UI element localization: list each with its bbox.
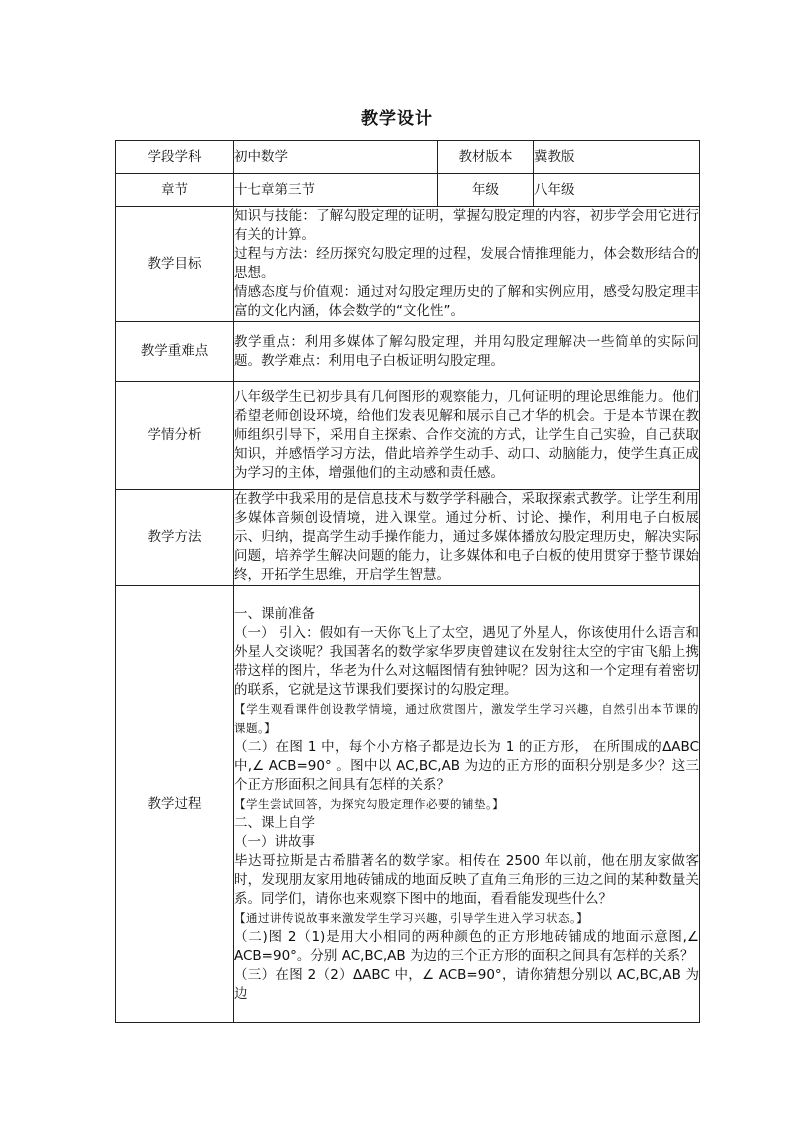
process-figure-2-1: （二)图 2（1)是用大小相同的两种颜色的正方形地砖铺成的地面示意图,∠ ACB=90°。分别 AC,BC,AB 为边的三个正方形的面积之间具有怎样的关系？ (234, 928, 699, 964)
row-method (116, 490, 700, 586)
document-title: 教学设计 (361, 109, 433, 129)
subject-label: 学段学科 (116, 141, 234, 174)
analysis-content: 八年级学生已初步具有几何图形的观察能力，几何证明的理论思维能力。他们希望老师创设环境，给他们发表见解和展示自己才华的机会。于是本节课在教师组织引导下，采用自主探索、合作交流的方式，让学生自己实验，自己获取知识，并感悟学习方法，借此培养学生动手、动口、动脑能力，使学生真正成为学习的主体，增强他们的主动感和责任感。 (234, 382, 700, 490)
subject-value: 初中数学 (234, 141, 438, 174)
process-note-3: 【通过讲传说故事来激发学生学习兴趣，引导学生进入学习状态。】 (234, 910, 589, 925)
row-subject (116, 141, 700, 174)
method-content: 在教学中我采用的是信息技术与数学学科融合，采取探索式教学。让学生利用多媒体音频创设情境，进入课堂。通过分析、讨论、操作，利用电子白板展示、归纳，提高学生动手操作能力，通过多媒体播放勾股定理历史，解决实际问题，培养学生解决问题的能力，让多媒体和电子白板的使用贯穿于整节课始终，开拓学生思维，开启学生智慧。 (234, 490, 700, 586)
process-figure-2-2: （三）在图 2（2）ΔABC 中，∠ ACB=90°，请你猜想分别以 AC,BC,AB 为边 (234, 966, 699, 1002)
edition-value: 冀教版 (534, 141, 700, 174)
process-figure-1: （二）在图 1 中，每个小方格子都是边长为 1 的正方形， 在所围成的ΔABC 中,∠ ACB=90° 。图中以 AC,BC,AB 为边的正方形的面积分别是多少？这三个正方形面积之间具有怎样的关系？ (234, 738, 699, 793)
process-note-2: 【学生尝试回答，为探究勾股定理作必要的铺垫。】 (234, 796, 505, 811)
lesson-design-table (115, 140, 700, 1023)
row-analysis (116, 382, 700, 490)
grade-label: 年级 (438, 174, 534, 207)
row-key-points (116, 322, 700, 382)
process-story: 毕达哥拉斯是古希腊著名的数学家。相传在 2500 年以前，他在朋友家做客时，发现朋友家用地砖铺成的地面反映了直角三角形的三边之间的某种数量关系。同学们，请你也来观察下图中的地面，看看能发现些什么？ (234, 852, 699, 907)
analysis-label: 学情分析 (116, 382, 234, 490)
process-intro: （一） 引入：假如有一天你飞上了太空，遇见了外星人，你该使用什么语言和外星人交谈呢？我国著名的数学家华罗庚曾建议在发射往太空的宇宙飞船上携带这样的图片，华老为什么对这幅图情有独钟呢？因为这和一个定理有着密切的联系，它就是这节课我们要探讨的勾股定理。 (234, 624, 699, 698)
chapter-label: 章节 (116, 174, 234, 207)
goals-content (234, 207, 700, 322)
edition-label: 教材版本 (438, 141, 534, 174)
row-goals (116, 207, 700, 322)
process-story-heading: （一）讲故事 (234, 833, 315, 850)
goals-label: 教学目标 (116, 207, 234, 322)
row-chapter (116, 174, 700, 207)
grade-value: 八年级 (534, 174, 700, 207)
process-label: 教学过程 (116, 586, 234, 1023)
process-content (234, 586, 700, 1023)
chapter-value: 十七章第三节 (234, 174, 438, 207)
process-heading-prep: 一、课前准备 (234, 605, 315, 622)
key-points-label: 教学重难点 (116, 322, 234, 382)
goal-process: 过程与方法：经历探究勾股定理的过程，发展合情推理能力，体会数形结合的思想。 (234, 246, 699, 281)
process-heading-self-study: 二、课上自学 (234, 814, 315, 831)
goal-knowledge: 知识与技能：了解勾股定理的证明，掌握勾股定理的内容，初步学会用它进行有关的计算。 (234, 208, 699, 243)
goal-attitude: 情感态度与价值观：通过对勾股定理历史的了解和实例应用，感受勾股定理丰富的文化内涵，体会数学的“文化性”。 (234, 284, 699, 319)
process-note-1: 【学生观看课件创设教学情境，通过欣赏图片，激发学生学习兴趣，自然引出本节课的课题。】 (234, 701, 699, 735)
row-process (116, 586, 700, 1023)
key-points-content: 教学重点：利用多媒体了解勾股定理，并用勾股定理解决一些简单的实际问题。教学难点：利用电子白板证明勾股定理。 (234, 322, 700, 382)
method-label: 教学方法 (116, 490, 234, 586)
